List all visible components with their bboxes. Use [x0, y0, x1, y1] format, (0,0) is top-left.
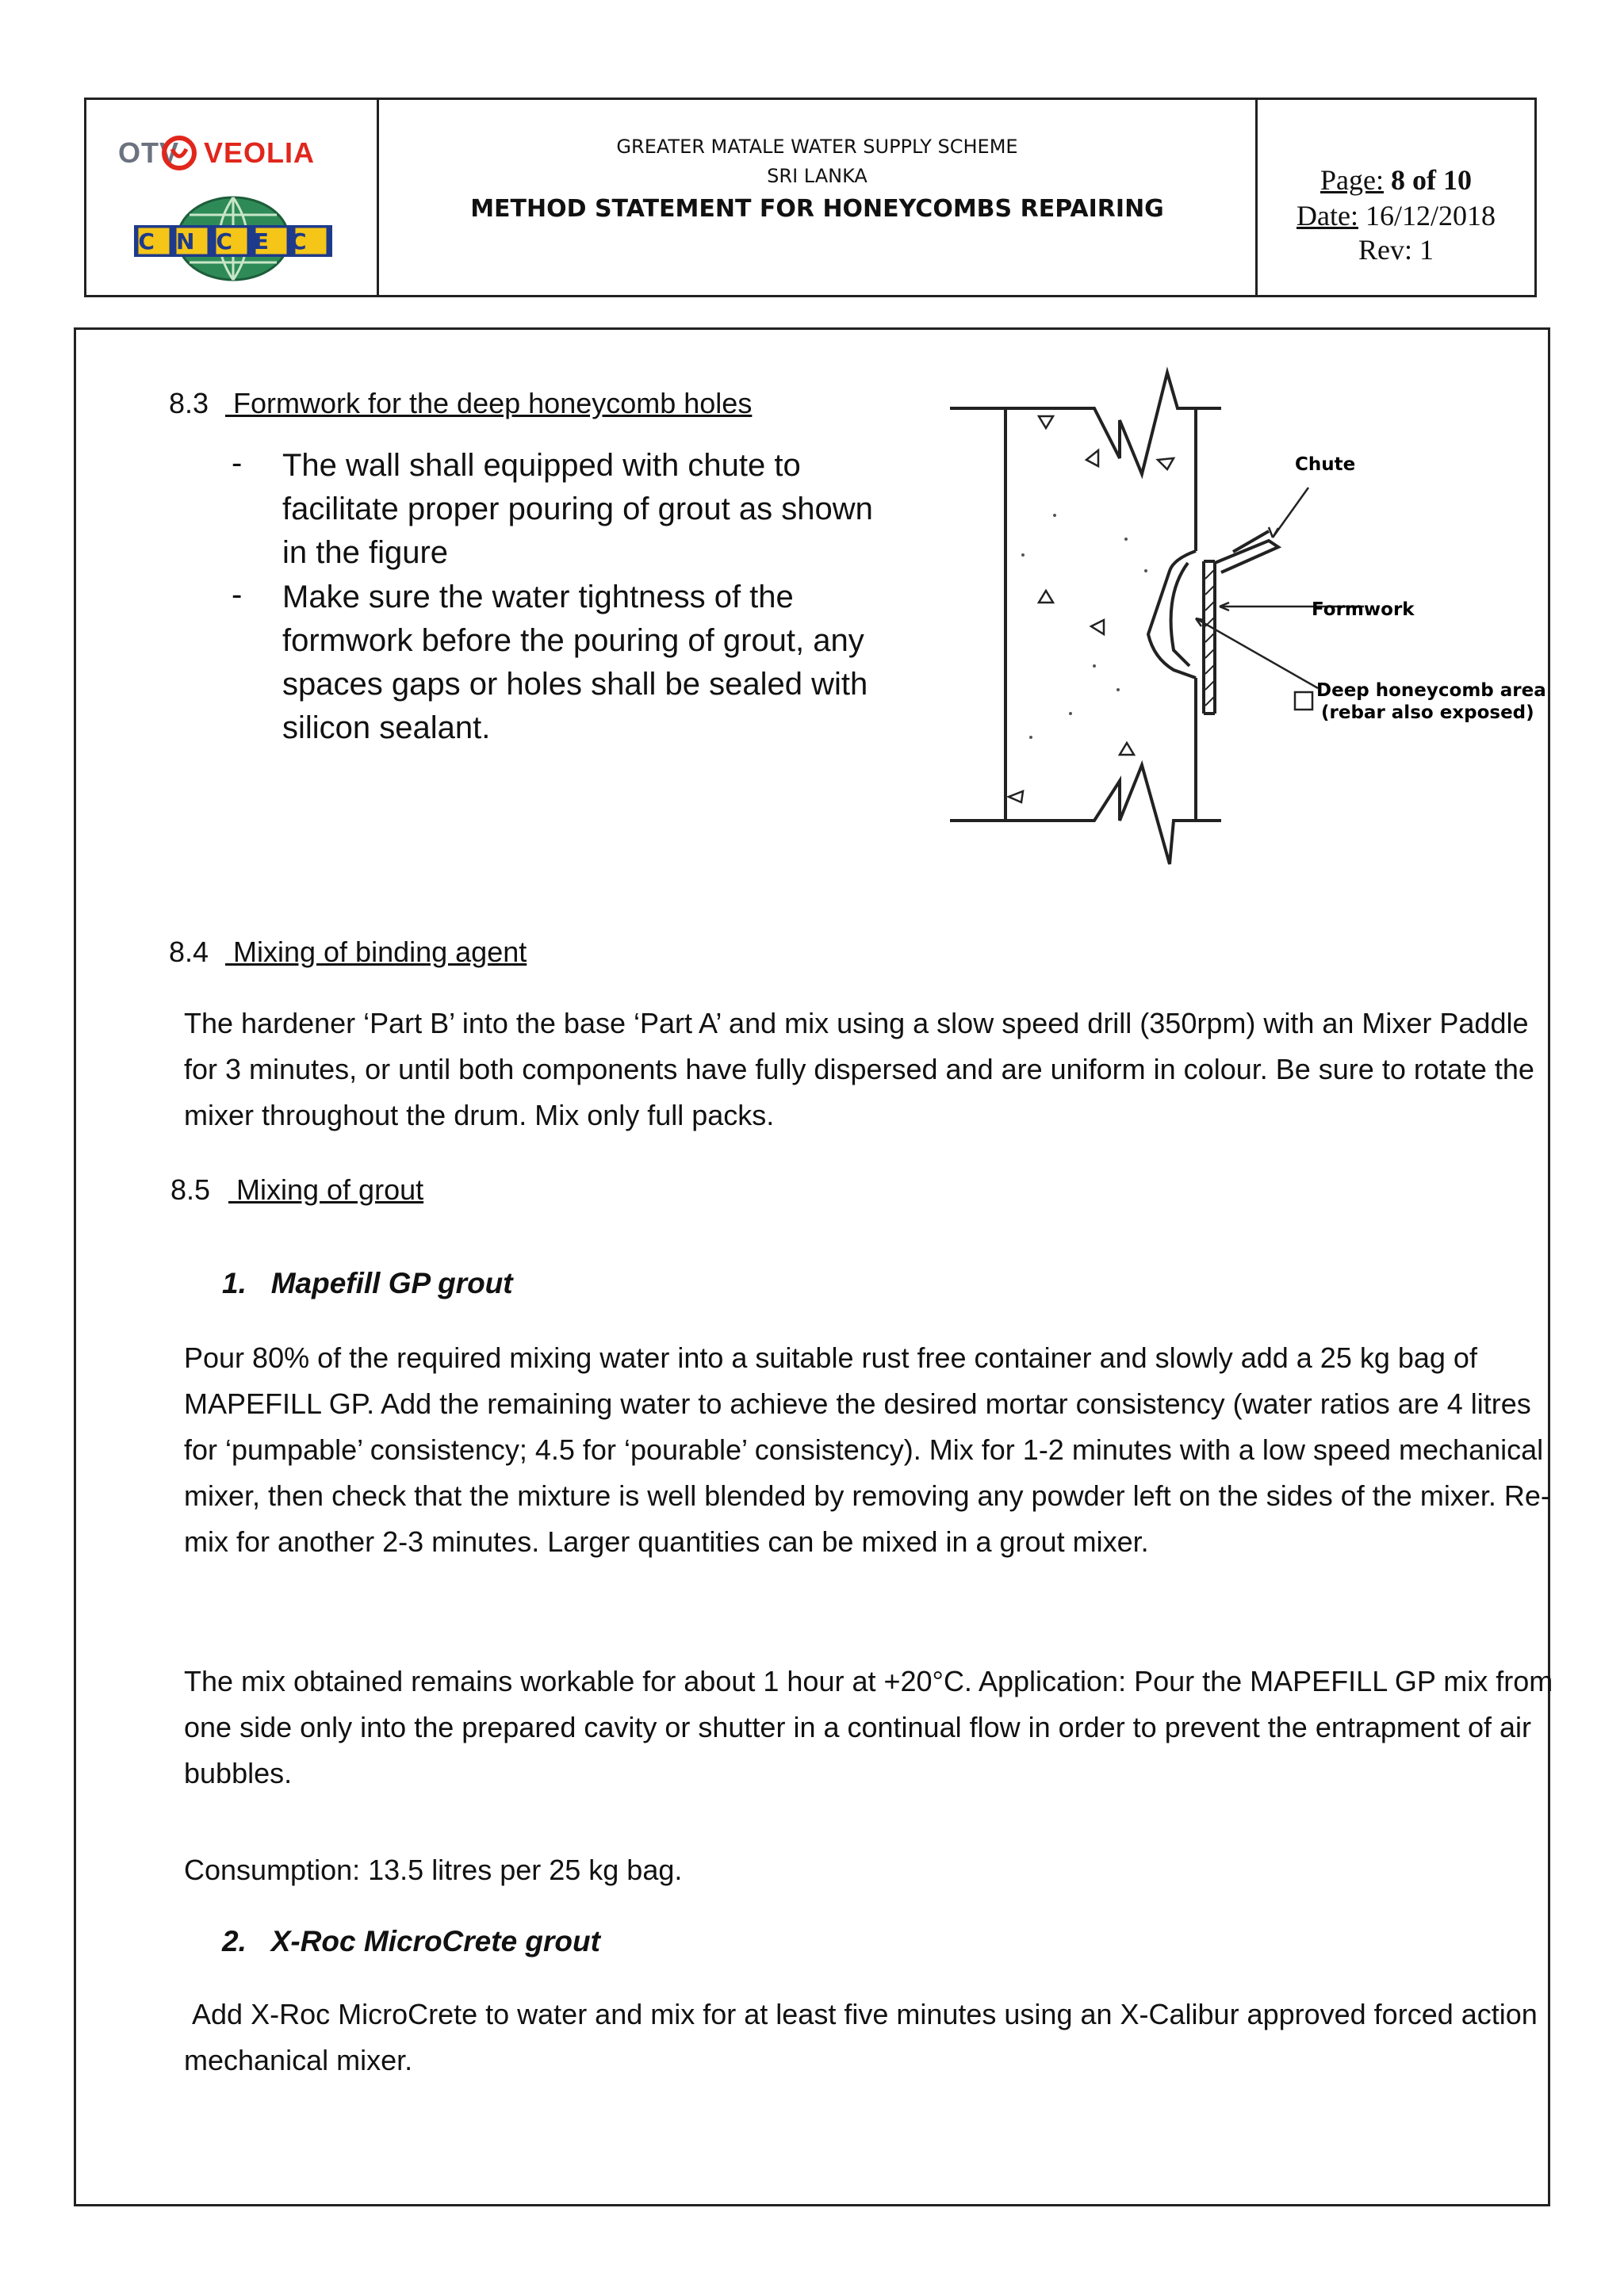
- document-header: [84, 98, 1537, 297]
- otv-logo: OTV: [118, 136, 180, 169]
- document-title: METHOD STATEMENT FOR HONEYCOMBS REPAIRING: [470, 195, 1164, 223]
- logo-cell: [86, 100, 379, 295]
- rebar-label: (rebar also exposed): [1321, 702, 1534, 723]
- section-8-4-number: 8.4: [169, 936, 209, 968]
- date-value: 16/12/2018: [1365, 200, 1496, 232]
- item-1-paragraph-3: Consumption: 13.5 litres per 25 kg bag.: [184, 1854, 683, 1886]
- item-2-paragraph-1: Add X-Roc MicroCrete to water and mix for at least five minutes using an X-Calibur approved forced action mechanical mixer.: [184, 1998, 1545, 2076]
- item-1-paragraph-2: The mix obtained remains workable for about 1 hour at +20°C. Application: Pour the MAPEFILL GP mix from one side only into the prepared cavity or shutter in a continual flow in order to prevent the entrapment of air bubbles.: [184, 1665, 1553, 1789]
- section-8-4-title: Mixing of binding agent: [225, 936, 527, 968]
- bullet-2: Make sure the water tightness of the formwork before the pouring of grout, any spaces gaps or holes shall be sealed with silicon sealant.: [282, 580, 868, 745]
- page-info: [1258, 163, 1534, 197]
- formwork-label: Formwork: [1312, 599, 1415, 620]
- section-8-3-title: Formwork for the deep honeycomb holes: [225, 387, 753, 419]
- scheme-name: GREATER MATALE WATER SUPPLY SCHEME: [616, 136, 1018, 158]
- section-8-5-title: Mixing of grout: [228, 1173, 424, 1206]
- revision: Rev: 1: [1358, 234, 1434, 266]
- section-8-3-number: 8.3: [169, 387, 209, 419]
- cncec-logo: [134, 195, 332, 282]
- bullet-1: The wall shall equipped with chute to facilitate proper pouring of grout as shown in the figure: [282, 448, 873, 570]
- deep-area-label: Deep honeycomb area: [1316, 680, 1546, 701]
- country-name: SRI LANKA: [767, 165, 868, 187]
- date-info: [1258, 199, 1534, 232]
- formwork-diagram: [936, 365, 1546, 872]
- page-value: 8 of 10: [1390, 164, 1472, 196]
- veolia-logo-mark: [159, 133, 199, 173]
- date-label: Date:: [1297, 200, 1358, 232]
- page-label: Page:: [1320, 164, 1384, 196]
- section-8-5-number: 8.5: [170, 1173, 211, 1206]
- bullet-dash-1: -: [232, 446, 243, 480]
- veolia-logo: VEOLIA: [204, 136, 316, 169]
- item-1-heading: 1. Mapefill GP grout: [222, 1267, 513, 1299]
- item-2-heading: 2. X-Roc MicroCrete grout: [222, 1925, 600, 1957]
- chute-label: Chute: [1295, 454, 1356, 475]
- cncec-letters: CNCEC: [138, 228, 328, 254]
- section-8-4-body: The hardener ‘Part B’ into the base ‘Part A’ and mix using a slow speed drill (350rpm) with an Mixer Paddle for 3 minutes, or until both components have fully dispersed and are uniform in colour. Be sure to rotate the mixer throughout the drum. Mix only full packs.: [184, 1007, 1534, 1131]
- meta-cell: [1258, 100, 1534, 295]
- title-cell: [379, 100, 1258, 295]
- item-1-paragraph-1: Pour 80% of the required mixing water into a suitable rust free container and slowly add a 25 kg bag of MAPEFILL GP. Add the remaining water to achieve the desired mortar consistency (water ratios are 4 litres for ‘pumpable’ consistency; 4.5 for ‘pourable’ consistency). Mix for 1-2 minutes with a low speed mechanical mixer, then check that the mixture is well blended by removing any powder left on the sides of the mixer. Re-mix for another 2-3 minutes. Larger quantities can be mixed in a grout mixer.: [184, 1341, 1550, 1558]
- bullet-dash-2: -: [232, 577, 243, 612]
